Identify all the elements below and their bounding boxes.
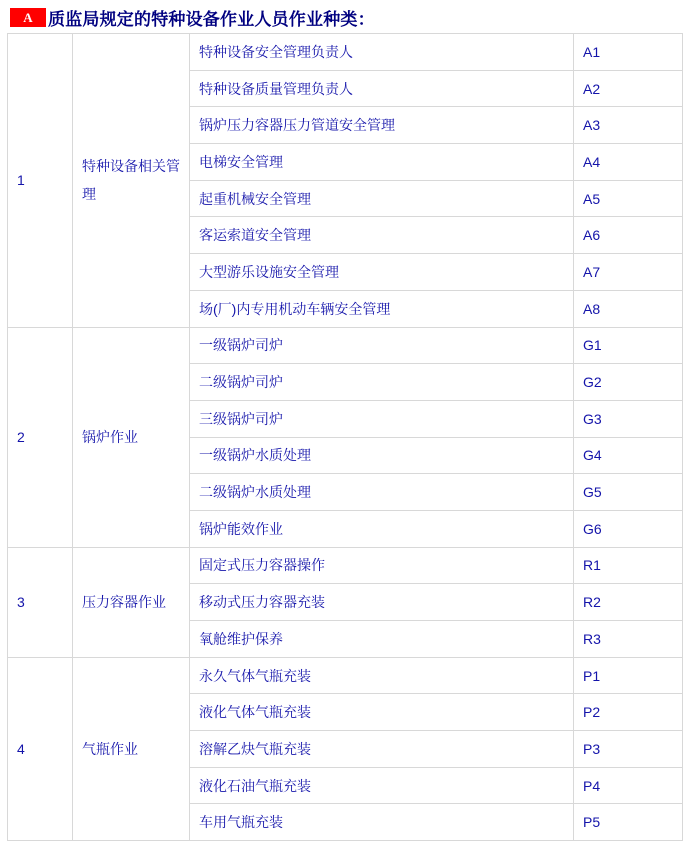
item-name-cell: 车用气瓶充装 — [190, 804, 574, 841]
item-name-cell: 永久气体气瓶充装 — [190, 657, 574, 694]
item-name-cell: 客运索道安全管理 — [190, 217, 574, 254]
table-row — [8, 34, 683, 71]
item-code-cell: A4 — [574, 144, 683, 181]
item-name-cell: 特种设备质量管理负责人 — [190, 70, 574, 107]
item-name-cell: 液化石油气瓶充装 — [190, 767, 574, 804]
item-name-cell: 起重机械安全管理 — [190, 180, 574, 217]
section-category-cell: 锅炉作业 — [73, 327, 190, 547]
page-title: 质监局规定的特种设备作业人员作业种类： — [48, 9, 375, 29]
categories-table — [7, 33, 683, 841]
item-name-cell: 锅炉能效作业 — [190, 510, 574, 547]
item-name-cell: 特种设备安全管理负责人 — [190, 34, 574, 71]
item-code-cell: A3 — [574, 107, 683, 144]
item-code-cell: P3 — [574, 731, 683, 768]
section-number-cell: 4 — [8, 657, 73, 840]
table-row — [8, 547, 683, 584]
item-name-cell: 溶解乙炔气瓶充装 — [190, 731, 574, 768]
section-category-cell: 气瓶作业 — [73, 657, 190, 840]
section-number-cell: 3 — [8, 547, 73, 657]
item-code-cell: R2 — [574, 584, 683, 621]
item-name-cell: 氧舱维护保养 — [190, 621, 574, 658]
item-name-cell: 锅炉压力容器压力管道安全管理 — [190, 107, 574, 144]
item-code-cell: R1 — [574, 547, 683, 584]
section-letter-badge: A — [10, 8, 46, 27]
item-code-cell: G1 — [574, 327, 683, 364]
item-name-cell: 移动式压力容器充装 — [190, 584, 574, 621]
section-category-cell: 压力容器作业 — [73, 547, 190, 657]
item-code-cell: G5 — [574, 474, 683, 511]
item-name-cell: 三级锅炉司炉 — [190, 400, 574, 437]
item-name-cell: 二级锅炉司炉 — [190, 364, 574, 401]
item-code-cell: A7 — [574, 254, 683, 291]
section-number-cell: 2 — [8, 327, 73, 547]
item-code-cell: P1 — [574, 657, 683, 694]
item-code-cell: G6 — [574, 510, 683, 547]
item-name-cell: 场(厂)内专用机动车辆安全管理 — [190, 290, 574, 327]
table-row — [8, 327, 683, 364]
item-code-cell: R3 — [574, 621, 683, 658]
item-code-cell: G3 — [574, 400, 683, 437]
item-name-cell: 固定式压力容器操作 — [190, 547, 574, 584]
item-code-cell: A5 — [574, 180, 683, 217]
table-row — [8, 657, 683, 694]
item-code-cell: P2 — [574, 694, 683, 731]
section-number-cell: 1 — [8, 34, 73, 328]
item-name-cell: 一级锅炉司炉 — [190, 327, 574, 364]
item-code-cell: G4 — [574, 437, 683, 474]
item-name-cell: 二级锅炉水质处理 — [190, 474, 574, 511]
item-name-cell: 液化气体气瓶充装 — [190, 694, 574, 731]
section-category-cell: 特种设备相关管理 — [73, 34, 190, 328]
table-body — [8, 34, 683, 841]
item-code-cell: P4 — [574, 767, 683, 804]
page-header — [10, 6, 689, 28]
item-code-cell: A8 — [574, 290, 683, 327]
item-code-cell: A2 — [574, 70, 683, 107]
item-code-cell: G2 — [574, 364, 683, 401]
item-name-cell: 大型游乐设施安全管理 — [190, 254, 574, 291]
item-name-cell: 电梯安全管理 — [190, 144, 574, 181]
item-code-cell: A6 — [574, 217, 683, 254]
item-code-cell: A1 — [574, 34, 683, 71]
item-name-cell: 一级锅炉水质处理 — [190, 437, 574, 474]
item-code-cell: P5 — [574, 804, 683, 841]
